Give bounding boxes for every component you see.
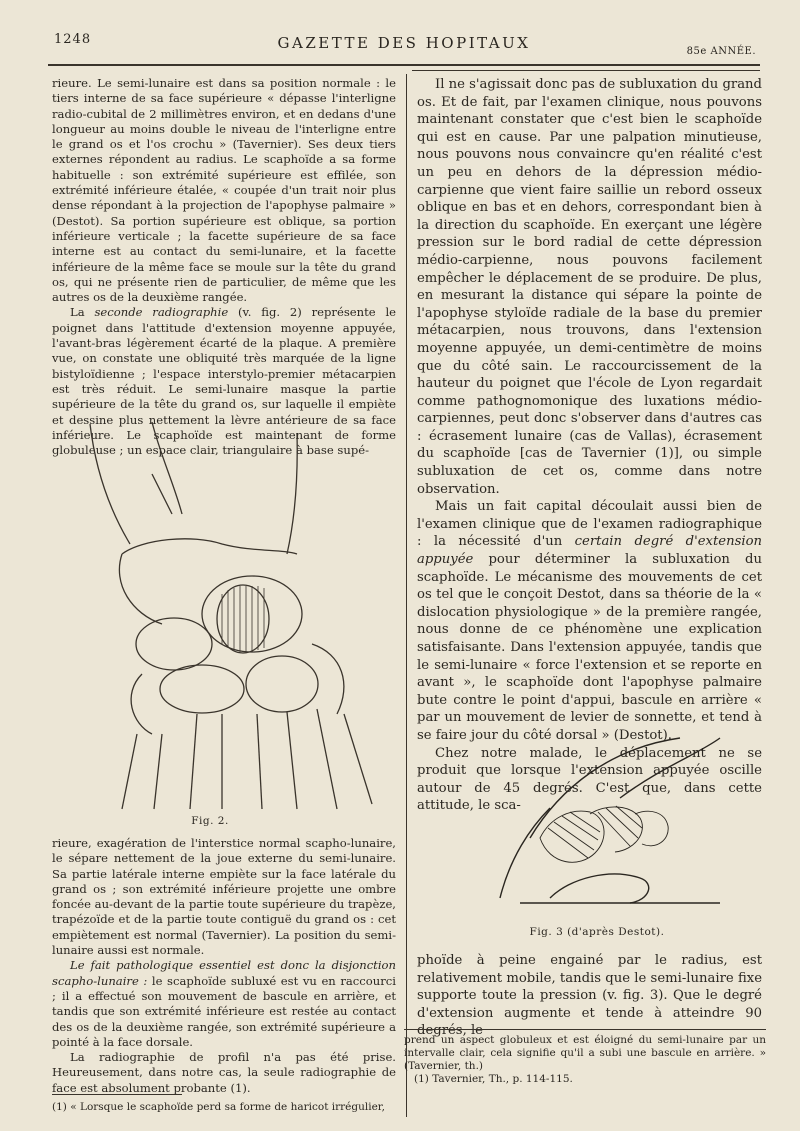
footnote-rule <box>404 1029 766 1030</box>
header-rule-secondary <box>412 70 760 71</box>
italic-span: seconde radiographie <box>94 305 229 320</box>
paragraph: rieure. Le semi-lunaire est dans sa position normale : le tiers interne de sa face supérieure « dépasse l'interligne radio-cubital de 2 millimètres environ, et en dedans d'une longueur au moins double le niveau de l'interligne entre le grand os et l'os crochu » (Tavernier). Ses deux tiers externes répondent au radius. Le scaphoïde a sa forme habituelle : son extrémité supérieure est effilée, son extrémité inférieure étalée, « coupée d'un trait noir plus dense répondant à la projection de l'apophyse palmaire » (Destot). Sa portion supérieure est oblique, sa portion inférieure verticale ; la facette supérieure de sa face interne est au contact du semi-lunaire, et la facette inférieure de la même face se moule sur la tête du grand os, qui ne présente rien de particulier, de même que les autres os de la deuxième rangée. <box>52 76 396 305</box>
left-column-bottom <box>52 836 396 1096</box>
paragraph <box>417 498 762 744</box>
header-rule <box>48 64 760 66</box>
year-label: 85e ANNÉE. <box>686 46 756 57</box>
page-number: 1248 <box>54 32 92 47</box>
right-column-top <box>417 76 762 815</box>
text-span: le scaphoïde subluxé est vu en raccourci ; il a effectué son mouvement de bascule en arrière, et tandis que son extrémité inférieure est restée au contact des os de la deuxième rangée, son extrémité supérieure a pointé à la face dorsale. <box>52 973 396 1049</box>
paragraph: La radiographie de profil n'a pas été prise. Heureusement, dans notre cas, la seule radiographie de face est absolument probante (1). <box>52 1050 396 1095</box>
figure-2-caption: Fig. 2. <box>191 815 229 827</box>
figure-3-caption: Fig. 3 (d'après Destot). <box>529 926 665 938</box>
page-header <box>48 30 760 60</box>
text-span: Mais un fait capital découlait aussi bien de l'examen clinique que de l'examen radiographique : la nécessité d'un <box>417 499 762 550</box>
footnote-right <box>404 1034 766 1086</box>
footnote-rule <box>52 1094 182 1095</box>
italic-span: Le fait pathologique essentiel est donc la disjonction scapho-lunaire : <box>52 958 396 988</box>
paragraph: Chez notre malade, le déplacement ne se produit que lorsque l'extension appuyée oscille autour de 45 degrés. C'est que, dans cette attitude, le sca- <box>417 745 762 814</box>
footnote-continuation: prend un aspect globuleux et est éloigné du semi-lunaire par un intervalle clair, cela signifie qu'il a subi une bascule en arrière. » (Tavernier, th.) <box>404 1034 766 1072</box>
italic-span: certain degré d'extension appuyée <box>417 534 763 568</box>
paragraph: rieure, exagération de l'interstice normal scapho-lunaire, le sépare nettement de la joue externe du semi-lunaire. Sa partie latérale interne empiète sur la face latérale du grand os ; son extrémité inférieure projette une ombre foncée au-devant de la partie toute supérieure du trapèze, trapézoïde et de la partie toute contiguë du grand os : cet empiètement est normal (Tavernier). La position du semi-lunaire aussi est normale. <box>52 836 396 958</box>
footnote-left: (1) « Lorsque le scaphoïde perd sa forme de haricot irrégulier, <box>52 1101 385 1113</box>
paragraph <box>52 958 396 1050</box>
paragraph: Il ne s'agissait donc pas de subluxation du grand os. Et de fait, par l'examen clinique, nous pouvons maintenant constater que c'est bien le scaphoïde qui est en cause. Par une palpation minutieuse, nous pouvons nous convaincre qu'en réalité c'est un peu en dehors de la dépression médio-carpienne que vient faire saillie un rebord osseux oblique en bas et en dehors, correspondant bien à la direction du scaphoïde. En exerçant une légère pression sur le bord radial de cette dépression médio-carpienne, nous pouvons facilement empêcher le déplacement de se produire. De plus, en mesurant la distance qui sépare la pointe de l'apophyse styloïde radiale de la base du premier métacarpien, nous trouvons, dans l'extension moyenne appuyée, un demi-centimètre de moins que du côté sain. Le raccourcissement de la hauteur du poignet que l'école de Lyon regardait comme pathognomonique des luxations médio-carpiennes, peut donc s'observer dans d'autres cas : écrasement lunaire (cas de Vallas), écrasement du scaphoïde [cas de Tavernier (1)], ou simple subluxation de cet os, comme dans notre observation. <box>417 77 762 497</box>
figure-2-radiograph-drawing <box>82 414 382 814</box>
left-column-top <box>52 76 396 458</box>
paragraph: phoïde à peine engainé par le radius, est relativement mobile, tandis que le semi-lunaire fixe supporte toute la pression (v. fig. 3). Que le degré d'extension augmente et tende à atteindre 90 degrés, le <box>417 953 762 1039</box>
footnote-1: (1) Tavernier, Th., p. 114-115. <box>414 1073 573 1085</box>
journal-title: GAZETTE DES HOPITAUX <box>277 34 531 52</box>
right-column-bottom <box>417 952 762 1040</box>
figure-3-drawing <box>470 728 724 914</box>
text-span: pour déterminer la subluxation du scaphoïde. Le mécanisme des mouvements de cet os tel que le conçoit Destot, dans sa théorie de la « dislocation physiologique » de la première rangée, nous donne de ce phénomène une explication satisfaisante. Dans l'extension appuyée, tandis que le semi-lunaire « force l'extension et se reporte en avant », le scaphoïde dont l'apophyse palmaire bute contre le point d'appui, bascule en arrière « par un mouvement de levier de sonnette, et tend à se faire jour du côté dorsal » (Destot). <box>417 552 762 743</box>
text-span: (v. fig. 2) représente le poignet dans l'attitude d'extension moyenne appuyée, l'avant-bras légèrement écarté de la plaque. A première vue, on constate une obliquité très marquée de la ligne bistyloïdienne ; l'espace interstylo-premier métacarpien est très réduit. Le semi-lunaire masque la partie supérieure de la tête du grand os, sur laquelle il empiète et dessine plus nettement la lèvre antérieure de sa face inférieure. Le scaphoïde est maintenant de forme globuleuse ; un espace clair, triangulaire à base supé- <box>52 305 397 458</box>
text-span: La <box>70 305 85 320</box>
column-divider <box>406 74 407 1117</box>
